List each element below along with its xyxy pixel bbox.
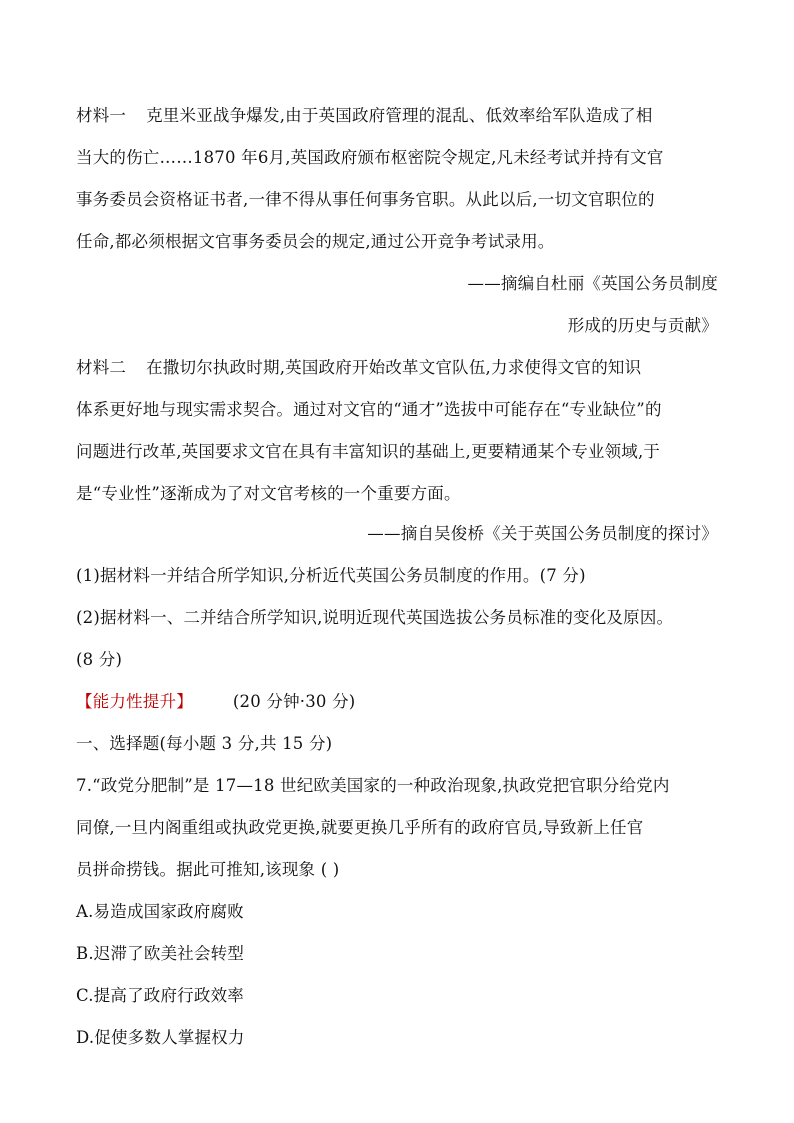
q7-option-a: A.易造成国家政府腐败 bbox=[76, 902, 244, 921]
material1-line-2: 当大的伤亡……1870 年6月,英国政府颁布枢密院令规定,凡未经考试并持有文官 bbox=[76, 148, 664, 167]
material1-line-1 bbox=[76, 104, 724, 128]
q7-line-2: 同僚,一旦内阁重组或执政党更换,就要更换几乎所有的政府官员,导致新上任官 bbox=[76, 818, 644, 837]
material1-text-1: 克里米亚战争爆发,由于英国政府管理的混乱、低效率给军队造成了相 bbox=[146, 106, 653, 125]
material2-line-2: 体系更好地与现实需求契合。通过对文官的“通才”选拔中可能存在“专业缺位”的 bbox=[76, 400, 662, 419]
material2-line-3: 问题进行改革,英国要求文官在具有丰富知识的基础上,更要精通某个专业领域,于 bbox=[76, 442, 661, 461]
question-2-line-2: (8 分) bbox=[76, 650, 123, 669]
material1-source-1: ——摘编自杜丽《英国公务员制度 bbox=[467, 274, 718, 293]
material2-line-1 bbox=[76, 356, 724, 380]
material2-label: 材料二 bbox=[76, 358, 127, 377]
part1-heading: 一、选择题(每小题 3 分,共 15 分) bbox=[76, 734, 333, 753]
material1-line-4: 任命,都必须根据文官事务委员会的规定,通过公开竞争考试录用。 bbox=[76, 232, 555, 251]
material1-label: 材料一 bbox=[76, 106, 127, 125]
question-2-line-1: (2)据材料一、二并结合所学知识,说明近现代英国选拔公务员标准的变化及原因。 bbox=[76, 608, 674, 627]
material2-line-4: 是“专业性”逐渐成为了对文官考核的一个重要方面。 bbox=[76, 484, 461, 503]
q7-option-b: B.迟滞了欧美社会转型 bbox=[76, 944, 245, 963]
q7-option-c: C.提高了政府行政效率 bbox=[76, 986, 244, 1005]
material1-source-2: 形成的历史与贡献》 bbox=[567, 316, 718, 335]
question-1: (1)据材料一并结合所学知识,分析近代英国公务员制度的作用。(7 分) bbox=[76, 566, 586, 585]
section-heading-line bbox=[76, 690, 724, 714]
q7-line-3: 员拼命捞钱。据此可推知,该现象 ( ) bbox=[76, 860, 340, 879]
section-time: (20 分钟·30 分) bbox=[232, 692, 356, 711]
q7-line-1: 7.“政党分肥制”是 17—18 世纪欧美国家的一种政治现象,执政党把官职分给党内 bbox=[76, 776, 670, 795]
material1-line-3: 事务委员会资格证书者,一律不得从事任何事务官职。从此以后,一切文官职位的 bbox=[76, 190, 655, 209]
section-heading: 【能力性提升】 bbox=[76, 692, 193, 711]
material2-source: ——摘自吴俊桥《关于英国公务员制度的探讨》 bbox=[367, 524, 718, 543]
material2-text-1: 在撒切尔执政时期,英国政府开始改革文官队伍,力求使得文官的知识 bbox=[146, 358, 642, 377]
q7-option-d: D.促使多数人掌握权力 bbox=[76, 1028, 245, 1047]
